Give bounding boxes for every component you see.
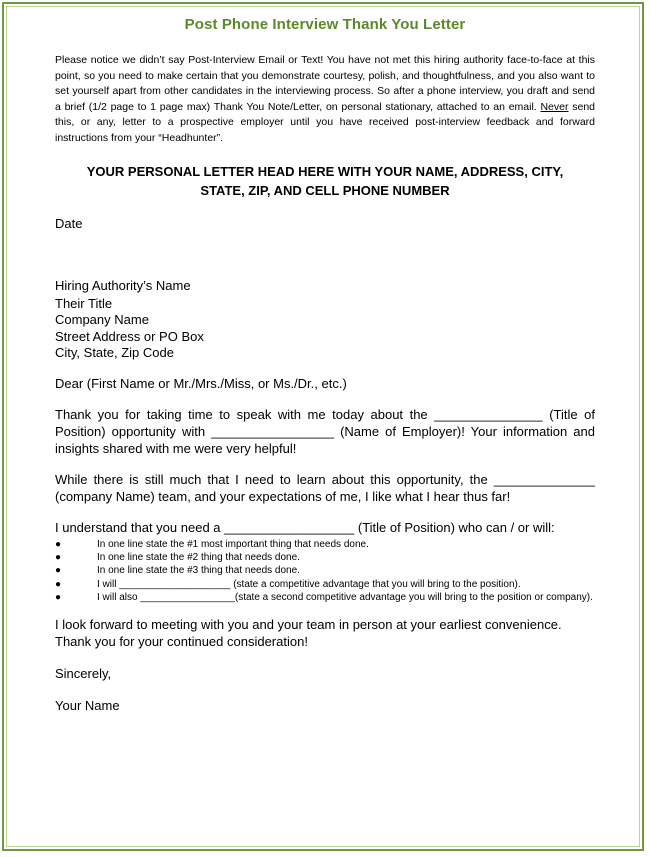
bullet-icon: ● <box>55 552 62 564</box>
recipient-block <box>55 278 595 361</box>
requirements-list <box>55 538 595 604</box>
intro-text-part1: Please notice we didn’t say Post-Interview Email or Text! You have not met this hiring authority face-to-face at this point, so you need to make certain that you demonstrate courtesy, polish, and thoughtfulness, and you also want to set yourself apart from other candidates in the interviewing process. So after a phone interview, you draft and send a brief (1/2 page to 1 page max) Thank You Note/Letter, on personal stationary, attached to an email. <box>55 54 595 113</box>
list-item: ● In one line state the #2 thing that needs done. <box>55 552 300 564</box>
understand-line: I understand that you need a __________________ (Title of Position) who can / or will: <box>55 520 555 536</box>
thank-you-paragraph: Thank you for taking time to speak with me today about the _______________ (Title of Position) opportunity with _________________ (Name of Employer)! Your information and insights shared with me were very helpful! <box>55 407 595 457</box>
letter-document <box>55 10 595 714</box>
recipient-street: Street Address or PO Box <box>55 328 204 344</box>
intro-text-part2: send this, or any, letter to a prospective employer until you have received post-interview feedback and forward instructions from your “Headhunter”. <box>55 100 595 144</box>
list-item: ● In one line state the #3 thing that needs done. <box>55 565 300 577</box>
salutation: Dear (First Name or Mr./Mrs./Miss, or Ms./Dr., etc.) <box>55 376 347 392</box>
recipient-company: Company Name <box>55 312 149 328</box>
recipient-name: Hiring Authority’s Name <box>55 278 191 293</box>
bullet-icon: ● <box>55 565 62 577</box>
list-item: ● I will ____________________ (state a competitive advantage that you will bring to the position). <box>55 578 521 590</box>
bullet-icon: ● <box>55 539 62 551</box>
bullet-icon: ● <box>55 591 62 603</box>
list-item: ● In one line state the #1 most important thing that needs done. <box>55 539 369 551</box>
signature-name: Your Name <box>55 698 120 714</box>
intro-paragraph <box>55 53 595 146</box>
letterhead-placeholder: YOUR PERSONAL LETTER HEAD HERE WITH YOUR NAME, ADDRESS, CITY, STATE, ZIP, AND CELL PHONE NUMBER <box>86 164 564 198</box>
document-title: Post Phone Interview Thank You Letter <box>184 16 466 33</box>
recipient-title: Their Title <box>55 296 113 312</box>
bullet-icon: ● <box>55 578 62 590</box>
recipient-city-state-zip: City, State, Zip Code <box>55 344 174 360</box>
sign-off: Sincerely, <box>55 666 112 682</box>
date-line: Date <box>55 216 83 231</box>
opportunity-paragraph: While there is still much that I need to learn about this opportunity, the ______________ (company Name) team, and your expectations of me, I like what I hear thus far! <box>55 472 595 505</box>
closing-paragraph: I look forward to meeting with you and your team in person at your earliest convenience. Thank you for your continued consideration! <box>55 617 562 650</box>
list-item: ● I will also _________________(state a second competitive advantage you will bring to the position or company). <box>55 591 593 603</box>
intro-never-underlined: Never <box>540 100 569 113</box>
